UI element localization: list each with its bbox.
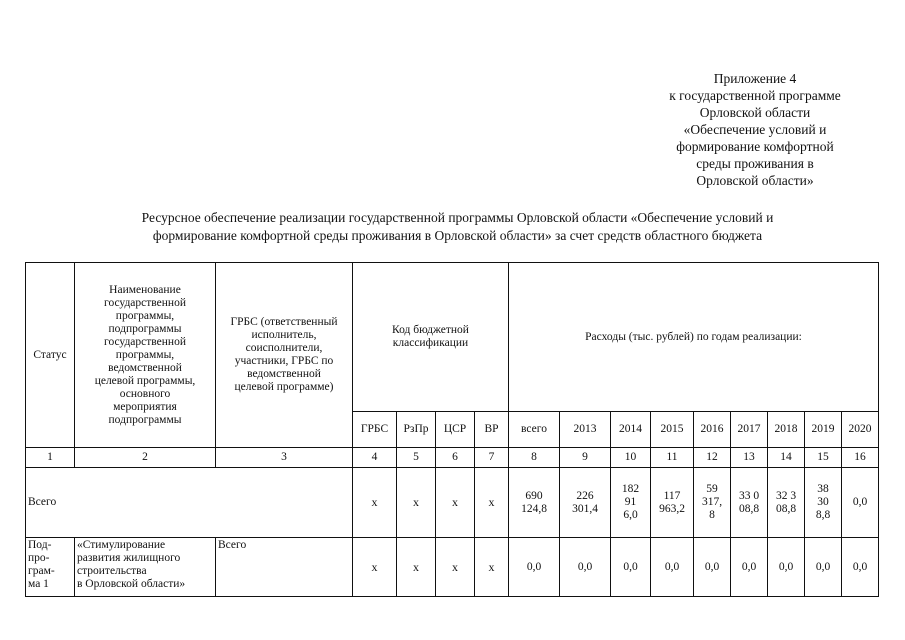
header-year: 2015 <box>651 412 694 448</box>
value-cell-2013: 0,0 <box>560 538 611 597</box>
column-number: 6 <box>436 448 475 468</box>
header-code-vr: ВР <box>475 412 509 448</box>
value-cell-2018: 0,0 <box>768 538 805 597</box>
code-cell: х <box>353 538 397 597</box>
header-year: 2019 <box>805 412 842 448</box>
column-number: 14 <box>768 448 805 468</box>
column-number: 12 <box>694 448 731 468</box>
row-status: Под- про- грам- ма 1 <box>26 538 75 597</box>
code-cell: х <box>353 468 397 538</box>
header-name: Наименование государственной программы, подпрограммы государственной программы, ведомственной целевой программы, основного мероприятия подпрограммы <box>75 263 216 448</box>
value-cell-2014: 182 91 6,0 <box>611 468 651 538</box>
value-cell-total: 690 124,8 <box>509 468 560 538</box>
value-cell-2020: 0,0 <box>842 538 879 597</box>
header-row <box>26 263 879 412</box>
appendix-line: среды проживания в <box>696 156 814 171</box>
appendix-line: Орловской области» <box>696 173 814 188</box>
header-year: 2016 <box>694 412 731 448</box>
value-cell-2015: 117 963,2 <box>651 468 694 538</box>
value-cell-2020: 0,0 <box>842 468 879 538</box>
code-cell: х <box>475 538 509 597</box>
header-budget-code: Код бюджетной классификации <box>353 263 509 412</box>
value-cell-2017: 33 0 08,8 <box>731 468 768 538</box>
appendix-line: к государственной программе <box>669 88 841 103</box>
column-number: 10 <box>611 448 651 468</box>
header-code-rzpr: РзПр <box>397 412 436 448</box>
appendix-note <box>630 70 880 189</box>
code-cell: х <box>436 538 475 597</box>
appendix-line: Приложение 4 <box>713 71 797 86</box>
column-number: 2 <box>75 448 216 468</box>
value-cell-2019: 38 30 8,8 <box>805 468 842 538</box>
column-number: 9 <box>560 448 611 468</box>
header-expenses: Расходы (тыс. рублей) по годам реализации: <box>509 263 879 412</box>
code-cell: х <box>397 538 436 597</box>
value-cell-2016: 0,0 <box>694 538 731 597</box>
header-total: всего <box>509 412 560 448</box>
table-row-total <box>26 468 879 538</box>
code-cell: х <box>475 468 509 538</box>
header-code-csr: ЦСР <box>436 412 475 448</box>
row-name: «Стимулирование развития жилищного строительства в Орловской области» <box>75 538 216 597</box>
column-number: 16 <box>842 448 879 468</box>
table-row-subprogram-1 <box>26 538 879 597</box>
appendix-line: формирование комфортной <box>676 139 834 154</box>
header-grbs: ГРБС (ответственный исполнитель, соисполнители, участники, ГРБС по ведомственной целевой программе) <box>216 263 353 448</box>
title-line-1: Ресурсное обеспечение реализации государственной программы Орловской области «Обеспечение условий и <box>141 210 774 225</box>
code-cell: х <box>397 468 436 538</box>
column-number: 5 <box>397 448 436 468</box>
value-cell-2018: 32 3 08,8 <box>768 468 805 538</box>
header-year: 2013 <box>560 412 611 448</box>
column-number: 3 <box>216 448 353 468</box>
header-code-grbs: ГРБС <box>353 412 397 448</box>
column-number: 4 <box>353 448 397 468</box>
header-status: Статус <box>26 263 75 448</box>
header-year: 2014 <box>611 412 651 448</box>
header-year: 2018 <box>768 412 805 448</box>
title-line-2: формирование комфортной среды проживания в Орловской области» за счет средств областного бюджета <box>152 228 763 243</box>
appendix-line: «Обеспечение условий и <box>683 122 827 137</box>
column-number: 13 <box>731 448 768 468</box>
value-cell-2019: 0,0 <box>805 538 842 597</box>
column-number-row <box>26 448 879 468</box>
value-cell-total: 0,0 <box>509 538 560 597</box>
value-cell-2017: 0,0 <box>731 538 768 597</box>
document-title <box>60 209 855 245</box>
code-cell: х <box>436 468 475 538</box>
header-year: 2020 <box>842 412 879 448</box>
row-grbs: Всего <box>216 538 353 597</box>
value-cell-2013: 226 301,4 <box>560 468 611 538</box>
column-number: 7 <box>475 448 509 468</box>
appendix-line: Орловской области <box>699 105 811 120</box>
row-label: Всего <box>26 468 353 538</box>
column-number: 1 <box>26 448 75 468</box>
value-cell-2015: 0,0 <box>651 538 694 597</box>
column-number: 15 <box>805 448 842 468</box>
value-cell-2014: 0,0 <box>611 538 651 597</box>
column-number: 8 <box>509 448 560 468</box>
column-number: 11 <box>651 448 694 468</box>
value-cell-2016: 59 317, 8 <box>694 468 731 538</box>
resource-table <box>25 262 879 597</box>
header-year: 2017 <box>731 412 768 448</box>
